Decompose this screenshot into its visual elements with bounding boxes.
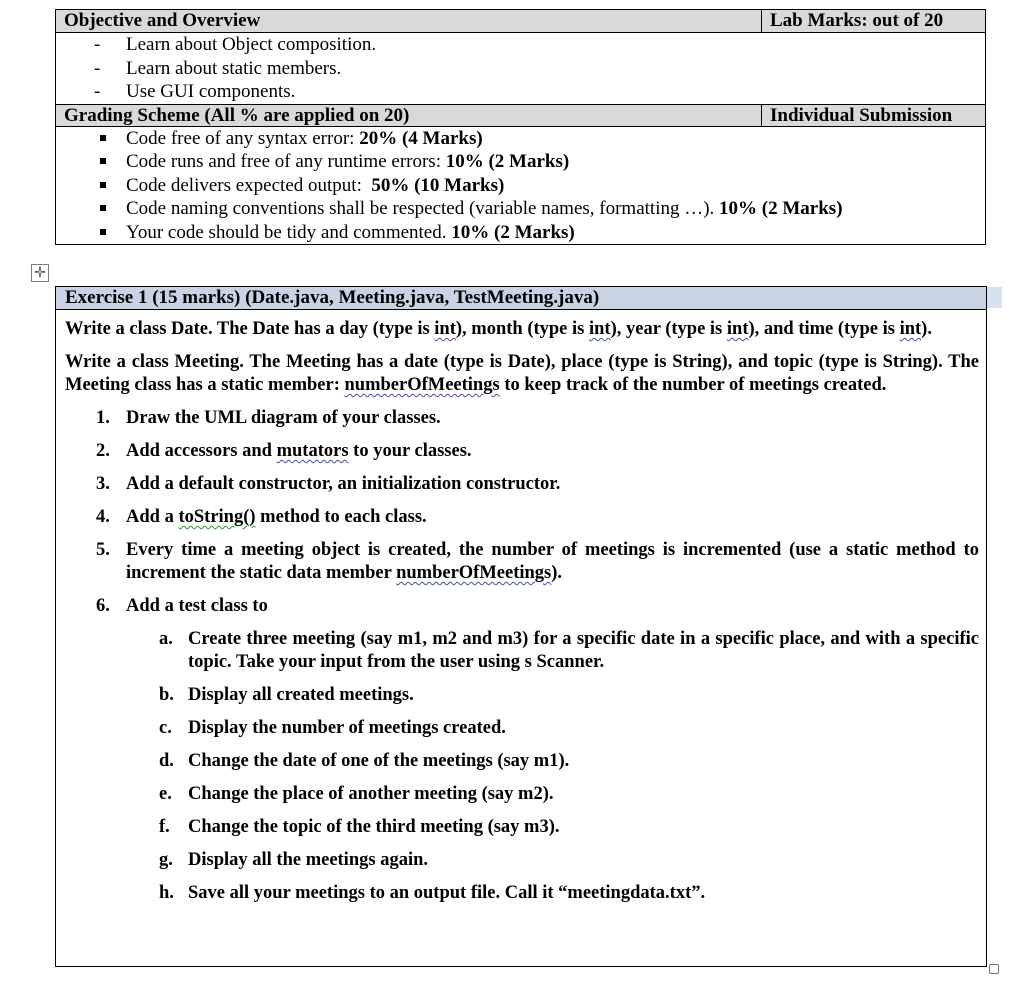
paragraph-date-class: Write a class Date. The Date has a day (type is int), month (type is int), year (type is int), and time (type is int). xyxy=(65,319,932,339)
table-move-handle-icon[interactable]: ✛ xyxy=(31,264,49,282)
list-item: 1. Draw the UML diagram of your classes. xyxy=(96,408,441,428)
square-bullet-icon xyxy=(100,229,106,235)
list-item: 4. Add a toString() method to each class. xyxy=(96,507,427,527)
substeps-list xyxy=(65,628,979,905)
exercise-body xyxy=(56,310,986,905)
list-item: 3. Add a default constructor, an initialization constructor. xyxy=(96,474,561,494)
list-item: f. Change the topic of the third meeting (say m3). xyxy=(159,817,560,837)
list-item: - Learn about Object composition. xyxy=(94,34,377,55)
objective-header: Objective and Overview xyxy=(56,10,762,32)
lab-marks: Lab Marks: out of 20 xyxy=(770,10,944,31)
square-bullet-icon xyxy=(100,158,106,164)
square-bullet-icon xyxy=(100,135,106,141)
list-item: h. Save all your meetings to an output file. Call it “meetingdata.txt”. xyxy=(159,883,706,903)
square-bullet-icon xyxy=(100,182,106,188)
list-item: g. Display all the meetings again. xyxy=(159,850,428,870)
submission-type: Individual Submission xyxy=(770,104,953,126)
list-item: 6. Add a test class to a. Create three meeting (say m1, m2 and m3) for a specific date in a specific place, and with a specific topic. Take your input from the user using s Scanner. b. Display all created meetings. c. Display the number of meetings created. d. Change the date of one of the meetings (say m1). e. Change the place of another meeting (say m2). f. Change the topic of the third meeting (say m3). g. Display all the meetings again. h. Save all your meetings to an output file. Call it “meetingdata.txt”. xyxy=(65,595,979,905)
objective-list xyxy=(56,33,985,104)
objective-header-row xyxy=(56,10,985,33)
steps-list xyxy=(65,407,979,905)
paragraph-meeting-class: Write a class Meeting. The Meeting has a date (type is Date), place (type is String), and topic (type is String). The Meeting class has a static member: numberOfMeetings to keep track of the number of meetings created. xyxy=(65,352,979,395)
list-item: Code naming conventions shall be respected (variable names, formatting …). 10% (2 Marks) xyxy=(56,197,985,221)
table-resize-handle-icon[interactable] xyxy=(989,964,999,974)
list-item: Your code should be tidy and commented. 10% (2 Marks) xyxy=(56,221,985,245)
list-item: d. Change the date of one of the meetings (say m1). xyxy=(159,751,570,771)
exercise-table xyxy=(55,286,987,967)
list-item: 5. Every time a meeting object is created, the number of meetings is incremented (use a static method to increment the static data member numberOfMeetings). xyxy=(96,540,979,583)
list-item: e. Change the place of another meeting (say m2). xyxy=(159,784,554,804)
list-item: - Use GUI components. xyxy=(94,81,296,102)
list-item: 2. Add accessors and mutators to your classes. xyxy=(96,441,472,461)
grading-header-row xyxy=(56,104,985,127)
list-item: - Learn about static members. xyxy=(94,57,342,79)
square-bullet-icon xyxy=(100,205,106,211)
list-item: Code free of any syntax error: 20% (4 Marks) xyxy=(56,127,985,151)
objective-grading-table xyxy=(55,9,986,245)
list-item: Code delivers expected output: 50% (10 Marks) xyxy=(56,174,985,198)
exercise-title: Exercise 1 (15 marks) (Date.java, Meeting.java, TestMeeting.java) xyxy=(56,287,986,310)
grading-list xyxy=(56,127,985,245)
list-item: Code runs and free of any runtime errors: 10% (2 Marks) xyxy=(56,150,985,174)
list-item: c. Display the number of meetings created. xyxy=(159,718,506,738)
list-item: b. Display all created meetings. xyxy=(159,685,414,705)
grading-header: Grading Scheme (All % are applied on 20) xyxy=(56,105,762,126)
list-item: a. Create three meeting (say m1, m2 and m3) for a specific date in a specific place, and with a specific topic. Take your input from the user using s Scanner. xyxy=(159,629,979,672)
header-row-extension xyxy=(986,287,1002,308)
